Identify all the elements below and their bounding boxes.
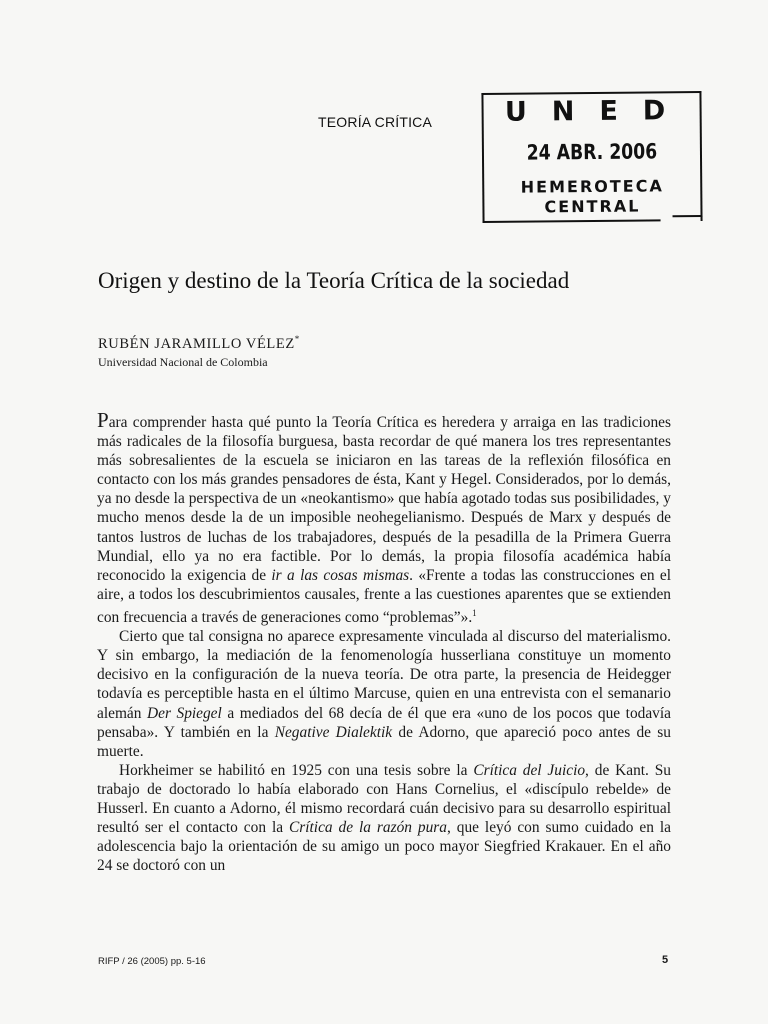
paragraph-3-italic-b: Crítica de la razón pura [289,819,447,837]
footnote-reference: 1 [472,607,477,618]
stamp-border-bottom-right [673,215,703,217]
paragraph-3-text-c: , que leyó con sumo cuidado en la adolescencia bajo la orientación de su amigo un poco mayor Siegfried Krakauer. En el año 24 se doctoró con un [97,819,671,875]
journal-citation: RIFP / 26 (2005) pp. 5-16 [98,956,206,967]
stamp-department-line-2: CENTRAL [544,196,641,217]
paragraph-2-italic-a: Der Spiegel [147,704,222,722]
author-line [98,334,300,353]
paragraph-1-text-a: ara comprender hasta qué punto la Teoría Crítica es heredera y arraiga en las tradiciones más radicales de la filosofía burguesa, basta recordar de qué manera los tres representantes más sobresalientes de la escuela se iniciaron en las tareas de la reflexión filosófica en contacto con los más grandes pensadores de ésta, Kant y Hegel. Considerados, por lo demás, ya no desde la perspectiva de un «neokantismo» que había agotado todas sus posibilidades, y mucho menos desde la de un imposible neohegelianismo. Después de Marx y después de tantos lustros de luchas de los trabajadores, después de la pesadilla de la Primera Guerra Mundial, ello ya no era factible. Por lo demás, la propia filosofía académica había reconocido la exigencia de [97,414,671,584]
paragraph-2-text-c: de Adorno, que apareció poco antes de su muerte. [97,723,671,760]
paragraph-2-text-b: a mediados del 68 decía de él que era «uno de los pocos que todavía pensaba». Y también en la [97,704,671,741]
paragraph-initial-letter: P [97,408,109,432]
paragraph-3-text-a: Horkheimer se habilitó en 1925 con una tesis sobre la [119,761,474,779]
article-body [97,408,672,875]
paragraph-2-text-a: Cierto que tal consigna no aparece expresamente vinculada al discurso del materialismo. Y sin embargo, la mediación de la fenomenología husserliana constituye un momento decisivo en la configuración de la nueva teoría. De otra parte, la presencia de Heidegger todavía es perceptible hasta en el último Marcuse, quien en una entrevista con el semanario alemán [97,628,671,722]
paragraph-2 [97,627,671,761]
section-header: TEORÍA CRÍTICA [318,114,433,130]
author-footnote-mark: * [294,334,300,344]
paragraph-3-text-b: , de Kant. Su trabajo de doctorado lo había elaborado con Hans Cornelius, el «discípulo rebelde» de Husserl. En cuanto a Adorno, él mismo recordará cuán decisivo para su desarrollo espiritual resultó ser el contacto con la [97,761,672,837]
article-title: Origen y destino de la Teoría Crítica de la sociedad [98,268,570,293]
paragraph-1 [97,408,671,627]
author-affiliation: Universidad Nacional de Colombia [98,355,268,369]
library-stamp [481,91,702,223]
stamp-department-line-1: HEMEROTECA [520,176,664,197]
paragraph-1-italic-a: ir a las cosas mismas [271,566,410,584]
stamp-border-bottom [483,219,661,223]
paragraph-3 [97,761,671,876]
paragraph-1-text-b: . «Frente a todas las construcciones en el aire, a todos los descubrimientos causales, frente a las cuestiones aparentes que se extienden con frecuencia a través de generaciones como “problemas”». [97,566,671,627]
stamp-organization: UNED [504,95,691,128]
author-name: RUBÉN JARAMILLO VÉLEZ [98,335,295,352]
paragraph-2-italic-b: Negative Dialektik [274,723,393,741]
page-number: 5 [662,954,669,966]
paragraph-3-italic-a: Crítica del Juicio [473,761,586,779]
stamp-date: 24 ABR. 2006 [526,139,658,165]
